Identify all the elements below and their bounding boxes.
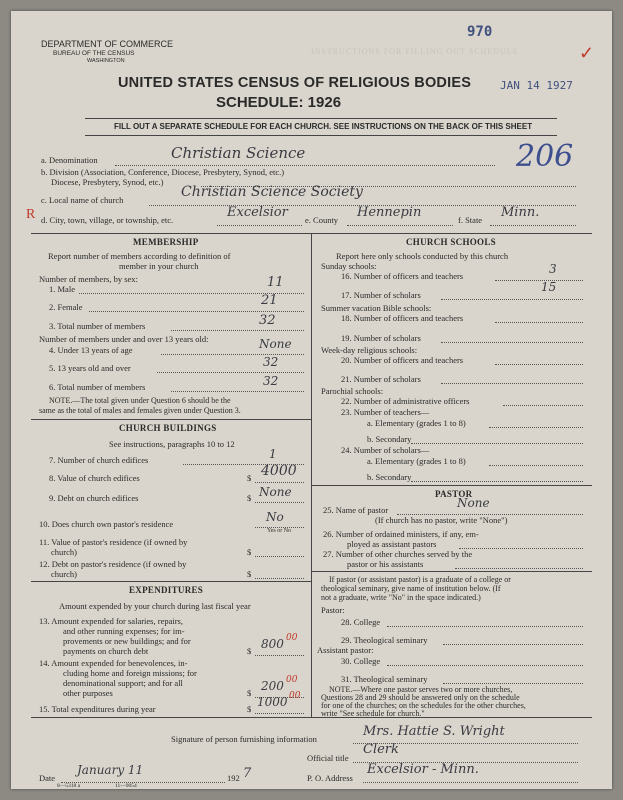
city-label: d. City, town, village, or township, etc. xyxy=(41,215,174,225)
q14-value: 200 xyxy=(261,679,284,693)
q13-red-mark: 00 xyxy=(286,633,298,643)
census-schedule-sheet xyxy=(11,11,612,789)
expenditures-subheading: Amount expended by your church during last fiscal year xyxy=(59,601,251,611)
q31-label: 31. Theological seminary xyxy=(341,674,428,684)
q12-dollar-sign: $ xyxy=(247,569,252,579)
denomination-value: Christian Science xyxy=(171,144,306,162)
q9-label: 9. Debt on church edifices xyxy=(49,493,139,503)
bureau-name: BUREAU OF THE CENSUS xyxy=(53,50,135,57)
q13-value: 800 xyxy=(261,637,284,651)
q26-label: 26. Number of ordained ministers, if any, em- xyxy=(323,529,479,539)
q13-label-line3: provements or new buildings; and for xyxy=(63,636,191,646)
q2-value: 21 xyxy=(261,293,278,308)
parochial-schools-label: Parochial schools: xyxy=(321,386,384,396)
division-label: b. Division (Association, Conference, Diocese, Presbytery, Synod, etc.) xyxy=(41,167,285,177)
signature-label: Signature of person furnishing information xyxy=(171,734,317,744)
q11-label: 11. Value of pastor's residence (if owned by xyxy=(39,537,188,547)
q17-value: 15 xyxy=(541,280,557,294)
college-note-line2: theological seminary, give name of institution below. (If xyxy=(321,584,501,593)
q20-label: 20. Number of officers and teachers xyxy=(341,355,464,365)
q7-value: 1 xyxy=(269,447,277,461)
q1-value: 11 xyxy=(267,275,284,290)
church-buildings-subheading: See instructions, paragraphs 10 to 12 xyxy=(109,439,235,449)
q25-hint: (If church has no pastor, write "None") xyxy=(375,515,508,525)
q24-label: 24. Number of scholars— xyxy=(341,445,430,455)
check-mark: ✓ xyxy=(579,43,595,63)
q14-label-line4: other purposes xyxy=(63,688,113,698)
q13-label: 13. Amount expended for salaries, repairs, xyxy=(39,616,183,626)
form-title: UNITED STATES CENSUS OF RELIGIOUS BODIES xyxy=(118,75,472,91)
membership-note-continued: same as the total of males and females given under Question 3. xyxy=(39,406,241,415)
q26-label-continued: ployed as assistant pastors xyxy=(347,539,437,549)
q24b-label: b. Secondary xyxy=(367,472,412,482)
q14-dollar-sign: $ xyxy=(247,688,252,698)
q27-label-continued: pastor or his assistants xyxy=(347,559,424,569)
college-note: If pastor (or assistant pastor) is a graduate of a college or xyxy=(329,575,511,584)
q23-label: 23. Number of teachers— xyxy=(341,407,430,417)
local-name-value: Christian Science Society xyxy=(181,184,363,200)
county-value: Hennepin xyxy=(357,205,422,220)
q28-label: 28. College xyxy=(341,617,381,627)
membership-heading: MEMBERSHIP xyxy=(133,237,199,247)
form-code-2: 11—9054 xyxy=(115,783,137,789)
q9-value: None xyxy=(259,485,292,499)
age-breakdown-label: Number of members under and over 13 years old: xyxy=(39,334,209,344)
q19-label: 19. Number of scholars xyxy=(341,333,421,343)
expenditures-heading: EXPENDITURES xyxy=(129,585,204,595)
q14-label: 14. Amount expended for benevolences, in- xyxy=(39,658,188,668)
weekday-schools-label: Week-day religious schools: xyxy=(321,345,418,355)
po-address-label: P. O. Address xyxy=(307,773,353,783)
q13-label-line2: and other running expenses; for im- xyxy=(63,626,185,636)
code-number: 206 xyxy=(516,139,574,174)
pastor-note: NOTE.—Where one pastor serves two or more churches, xyxy=(329,685,513,694)
q12-label: 12. Debt on pastor's residence (if owned by xyxy=(39,559,187,569)
church-buildings-heading: CHURCH BUILDINGS xyxy=(119,423,217,433)
pastor-note-line4: write "See schedule for church." xyxy=(321,709,425,718)
date-year-digit: 7 xyxy=(243,766,252,781)
q3-label: 3. Total number of members xyxy=(49,321,146,331)
po-address-value: Excelsior - Minn. xyxy=(367,762,479,777)
q23a-label: a. Elementary (grades 1 to 8) xyxy=(367,418,466,428)
church-schools-subheading: Report here only schools conducted by this church xyxy=(336,251,509,261)
separate-schedule-instruction: FILL OUT A SEPARATE SCHEDULE FOR EACH CHURCH. SEE INSTRUCTIONS ON THE BACK OF THIS SHEET xyxy=(114,122,533,131)
q14-red-mark: 00 xyxy=(286,675,298,685)
pastor-heading: PASTOR xyxy=(435,489,473,499)
bleed-through-text: INSTRUCTIONS FOR FILLING OUT SCHEDULE xyxy=(311,47,519,56)
margin-r-mark: R xyxy=(26,207,36,222)
membership-note: NOTE.—The total given under Question 6 should be the xyxy=(49,396,231,405)
department-name: DEPARTMENT OF COMMERCE xyxy=(41,39,174,49)
pastor-section-label: Pastor: xyxy=(321,605,345,615)
county-label: e. County xyxy=(305,215,339,225)
q14-label-line3: denominational support; and for all xyxy=(63,678,183,688)
city-value: Excelsior xyxy=(227,205,288,220)
q6-value: 32 xyxy=(263,374,279,388)
q22-label: 22. Number of administrative officers xyxy=(341,396,470,406)
official-title-label: Official title xyxy=(307,753,349,763)
q16-label: 16. Number of officers and teachers xyxy=(341,271,464,281)
q10-label: 10. Does church own pastor's residence xyxy=(39,519,174,529)
bureau-city: WASHINGTON xyxy=(87,58,125,64)
official-title-value: Clerk xyxy=(363,742,399,757)
membership-intro-continued: member in your church xyxy=(119,261,199,271)
q25-label: 25. Name of pastor xyxy=(323,505,389,515)
college-note-line3: not a graduate, write "No" in the space indicated.) xyxy=(321,593,481,602)
q24a-label: a. Elementary (grades 1 to 8) xyxy=(367,456,466,466)
sunday-schools-label: Sunday schools: xyxy=(321,261,377,271)
form-subtitle: SCHEDULE: 1926 xyxy=(216,94,342,111)
q13-label-line4: payments on church debt xyxy=(63,646,149,656)
q5-value: 32 xyxy=(263,355,279,369)
pastor-note-line3: for one of the churches; on the schedules for the other churches, xyxy=(321,701,526,710)
q2-label: 2. Female xyxy=(49,302,83,312)
local-name-label: c. Local name of church xyxy=(41,195,124,205)
signature-value: Mrs. Hattie S. Wright xyxy=(363,724,505,739)
q23b-label: b. Secondary xyxy=(367,434,412,444)
division-label-continued: Diocese, Presbytery, Synod, etc.) xyxy=(51,177,164,187)
q11-label-continued: church) xyxy=(51,547,77,557)
assistant-pastor-label: Assistant pastor: xyxy=(317,645,374,655)
q4-label: 4. Under 13 years of age xyxy=(49,345,133,355)
q4-value: None xyxy=(259,337,292,351)
q15-dollar-sign: $ xyxy=(247,704,252,714)
q8-value: 4000 xyxy=(261,463,297,479)
q13-dollar-sign: $ xyxy=(247,646,252,656)
summer-schools-label: Summer vacation Bible schools: xyxy=(321,303,432,313)
serial-number-stamp: 970 xyxy=(467,24,493,40)
date-value: January 11 xyxy=(77,763,144,777)
q1-label: 1. Male xyxy=(49,284,75,294)
pastor-note-line2: Questions 28 and 29 should be answered only on the schedule xyxy=(321,693,520,702)
q7-label: 7. Number of church edifices xyxy=(49,455,149,465)
q25-value: None xyxy=(457,496,490,510)
q16-value: 3 xyxy=(549,262,557,276)
q21-label: 21. Number of scholars xyxy=(341,374,421,384)
q6-label: 6. Total number of members xyxy=(49,382,146,392)
q8-label: 8. Value of church edifices xyxy=(49,473,140,483)
q12-label-continued: church) xyxy=(51,569,77,579)
denomination-label: a. Denomination xyxy=(41,155,98,165)
q15-value: 1000 xyxy=(257,695,288,709)
membership-intro: Report number of members according to definition of xyxy=(48,251,231,261)
q9-dollar-sign: $ xyxy=(247,493,252,503)
q8-dollar-sign: $ xyxy=(247,473,252,483)
q10-hint: Yes or No xyxy=(267,528,292,534)
q18-label: 18. Number of officers and teachers xyxy=(341,313,464,323)
q17-label: 17. Number of scholars xyxy=(341,290,421,300)
form-code: 8—5318 a xyxy=(57,783,81,789)
date-year-prefix: 192 xyxy=(227,773,240,783)
church-schools-heading: CHURCH SCHOOLS xyxy=(406,237,496,247)
q29-label: 29. Theological seminary xyxy=(341,635,428,645)
received-date-stamp: JAN 14 1927 xyxy=(500,79,573,92)
state-value: Minn. xyxy=(501,205,540,220)
q27-label: 27. Number of other churches served by the xyxy=(323,549,473,559)
members-by-sex-label: Number of members, by sex: xyxy=(39,274,138,284)
q15-label: 15. Total expenditures during year xyxy=(39,704,156,714)
state-label: f. State xyxy=(458,215,483,225)
q10-value: No xyxy=(266,510,284,524)
q14-label-line2: cluding home and foreign missions; for xyxy=(63,668,197,678)
q5-label: 5. 13 years old and over xyxy=(49,363,131,373)
q30-label: 30. College xyxy=(341,656,381,666)
q11-dollar-sign: $ xyxy=(247,547,252,557)
q3-value: 32 xyxy=(259,313,276,328)
date-label: Date xyxy=(39,773,56,783)
q15-red-mark: 00 xyxy=(289,691,301,701)
